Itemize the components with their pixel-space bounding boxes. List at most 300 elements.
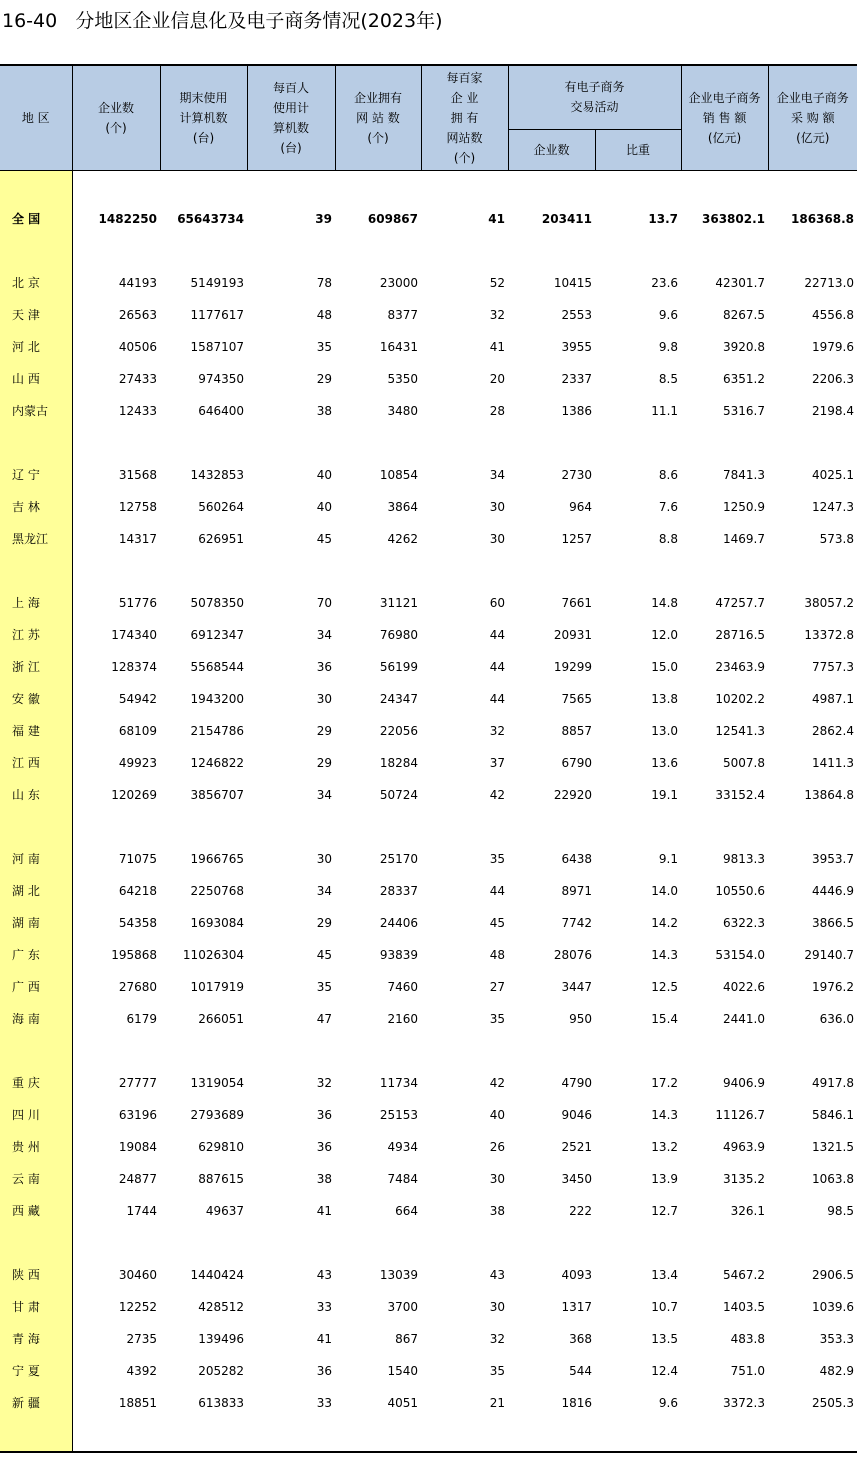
table-cell: 7.6 [658, 499, 679, 514]
table-cell: 11026304 [182, 947, 244, 962]
region-name: 福 建 [0, 715, 72, 747]
table-cell: 38 [316, 403, 332, 418]
table-cell: 1319054 [190, 1075, 244, 1090]
table-cell: 1177617 [190, 307, 244, 322]
region-name: 辽 宁 [0, 459, 72, 491]
table-cell: 1247.3 [812, 499, 855, 514]
table-cell: 13039 [379, 1267, 418, 1282]
table-cell: 2553 [561, 307, 592, 322]
table-row [0, 1387, 857, 1419]
table-cell: 65643734 [177, 211, 244, 226]
table-row [0, 363, 857, 395]
table-cell: 3700 [387, 1299, 418, 1314]
table-cell: 1246822 [190, 755, 244, 770]
table-cell: 12758 [118, 499, 157, 514]
region-name: 天 津 [0, 299, 72, 331]
table-cell: 12.4 [651, 1363, 679, 1378]
table-cell: 53154.0 [715, 947, 766, 962]
header-ec-count: 企业数 [508, 129, 595, 170]
table-cell: 76980 [379, 627, 418, 642]
header-ec-share: 比重 [595, 129, 681, 170]
spacer-row [0, 427, 857, 459]
table-cell: 1966765 [190, 851, 244, 866]
table-cell: 626951 [198, 531, 244, 546]
table-cell: 24347 [379, 691, 418, 706]
table-cell: 30 [489, 531, 505, 546]
table-cell: 11.1 [651, 403, 679, 418]
region-name: 山 西 [0, 363, 72, 395]
table-cell: 20 [489, 371, 505, 386]
region-name: 浙 江 [0, 651, 72, 683]
table-cell: 32 [489, 307, 505, 322]
table-cell: 30 [316, 691, 332, 706]
table-cell: 54358 [118, 915, 157, 930]
table-cell: 48 [316, 307, 332, 322]
table-cell: 1250.9 [723, 499, 766, 514]
table-cell: 36 [316, 1107, 332, 1122]
spacer-row [0, 170, 857, 203]
table-cell: 12252 [118, 1299, 157, 1314]
table-cell: 5149193 [190, 275, 244, 290]
spacer-row [0, 811, 857, 843]
table-row [0, 1291, 857, 1323]
table-cell: 751.0 [730, 1363, 766, 1378]
table-cell: 8.5 [658, 371, 679, 386]
table-cell: 43 [316, 1267, 332, 1282]
table-cell: 573.8 [819, 531, 855, 546]
table-cell: 13.6 [651, 755, 679, 770]
table-cell: 2735 [126, 1331, 157, 1346]
region-name: 安 徽 [0, 683, 72, 715]
header-sales: 企业电子商务 销 售 额 (亿元) [681, 65, 768, 170]
table-cell: 203411 [541, 211, 592, 226]
spacer-row [0, 555, 857, 587]
region-name: 西 藏 [0, 1195, 72, 1227]
table-cell: 20931 [553, 627, 592, 642]
table-cell: 15.4 [651, 1011, 679, 1026]
table-cell: 186368.8 [791, 211, 855, 226]
spacer-row [0, 235, 857, 267]
table-cell: 12.5 [651, 979, 679, 994]
table-cell: 25153 [379, 1107, 418, 1122]
table-cell: 42 [489, 787, 505, 802]
table-cell: 54942 [118, 691, 157, 706]
table-cell: 45 [316, 531, 332, 546]
region-name: 江 苏 [0, 619, 72, 651]
table-cell: 867 [395, 1331, 418, 1346]
table-cell: 3480 [387, 403, 418, 418]
table-body [0, 170, 857, 1452]
table-row [0, 843, 857, 875]
table-cell: 24406 [379, 915, 418, 930]
header-websites: 企业拥有 网 站 数 (个) [335, 65, 421, 170]
table-cell: 8857 [561, 723, 592, 738]
table-cell: 23463.9 [715, 659, 766, 674]
table-row [0, 651, 857, 683]
table-row [0, 1259, 857, 1291]
region-name: 贵 州 [0, 1131, 72, 1163]
table-cell: 45 [316, 947, 332, 962]
table-cell: 70 [316, 595, 332, 610]
table-row [0, 1003, 857, 1035]
table-cell: 17.2 [651, 1075, 679, 1090]
table-row [0, 715, 857, 747]
table-cell: 35 [489, 851, 505, 866]
table-row [0, 1099, 857, 1131]
table-cell: 1063.8 [812, 1171, 855, 1186]
table-cell: 52 [489, 275, 505, 290]
table-cell: 1432853 [190, 467, 244, 482]
region-name: 内蒙古 [0, 395, 72, 427]
table-cell: 44 [489, 659, 505, 674]
table-cell: 22713.0 [804, 275, 855, 290]
table-cell: 5846.1 [812, 1107, 855, 1122]
region-name: 云 南 [0, 1163, 72, 1195]
table-cell: 28716.5 [715, 627, 766, 642]
table-row [0, 875, 857, 907]
table-cell: 7460 [387, 979, 418, 994]
table-cell: 24877 [118, 1171, 157, 1186]
table-cell: 6790 [561, 755, 592, 770]
table-cell: 1587107 [190, 339, 244, 354]
table-cell: 29 [316, 755, 332, 770]
table-cell: 36 [316, 1139, 332, 1154]
table-row [0, 779, 857, 811]
table-cell: 2730 [561, 467, 592, 482]
table-cell: 34 [489, 467, 505, 482]
table-cell: 9046 [561, 1107, 592, 1122]
table-cell: 11734 [379, 1075, 418, 1090]
table-cell: 353.3 [819, 1331, 855, 1346]
table-cell: 27680 [118, 979, 157, 994]
table-cell: 629810 [198, 1139, 244, 1154]
region-name: 新 疆 [0, 1387, 72, 1419]
spacer-row [0, 1419, 857, 1452]
table-cell: 41 [316, 1203, 332, 1218]
table-cell: 29140.7 [804, 947, 855, 962]
region-name: 陕 西 [0, 1259, 72, 1291]
table-row [0, 395, 857, 427]
table-row [0, 1067, 857, 1099]
table-cell: 9.1 [658, 851, 679, 866]
table-cell: 4051 [387, 1395, 418, 1410]
table-row [0, 619, 857, 651]
table-cell: 326.1 [730, 1203, 766, 1218]
table-cell: 47 [316, 1011, 332, 1026]
table-cell: 21 [489, 1395, 505, 1410]
table-cell: 3920.8 [723, 339, 766, 354]
header-computers: 期末使用 计算机数 (台) [160, 65, 247, 170]
table-row [0, 1323, 857, 1355]
table-cell: 22056 [379, 723, 418, 738]
table-cell: 1411.3 [812, 755, 855, 770]
table-cell: 34 [316, 883, 332, 898]
table-cell: 10854 [379, 467, 418, 482]
data-table-container [0, 64, 857, 1453]
data-table [0, 64, 857, 1453]
table-cell: 2154786 [190, 723, 244, 738]
table-cell: 4987.1 [812, 691, 855, 706]
table-cell: 10202.2 [715, 691, 766, 706]
table-cell: 8.8 [658, 531, 679, 546]
table-cell: 1693084 [190, 915, 244, 930]
table-cell: 1317 [561, 1299, 592, 1314]
table-cell: 6322.3 [723, 915, 766, 930]
table-cell: 6179 [126, 1011, 157, 1026]
table-cell: 47257.7 [715, 595, 766, 610]
table-row [0, 907, 857, 939]
table-cell: 31568 [118, 467, 157, 482]
table-cell: 4556.8 [812, 307, 855, 322]
table-cell: 1540 [387, 1363, 418, 1378]
table-cell: 4025.1 [812, 467, 855, 482]
table-cell: 2337 [561, 371, 592, 386]
table-row [0, 1131, 857, 1163]
table-cell: 9.6 [658, 307, 679, 322]
region-name: 广 东 [0, 939, 72, 971]
table-cell: 23000 [379, 275, 418, 290]
page-title: 16-40 分地区企业信息化及电子商务情况(2023年) [2, 10, 443, 32]
table-cell: 2505.3 [812, 1395, 855, 1410]
table-cell: 14.0 [651, 883, 679, 898]
table-cell: 4790 [561, 1075, 592, 1090]
table-cell: 964 [569, 499, 592, 514]
table-cell: 1017919 [190, 979, 244, 994]
table-cell: 35 [489, 1363, 505, 1378]
table-cell: 6912347 [190, 627, 244, 642]
table-cell: 44 [489, 691, 505, 706]
table-cell: 13.8 [651, 691, 679, 706]
table-cell: 35 [316, 979, 332, 994]
table-cell: 15.0 [651, 659, 679, 674]
table-cell: 37 [489, 755, 505, 770]
table-cell: 3866.5 [812, 915, 855, 930]
table-cell: 34 [316, 787, 332, 802]
table-cell: 18284 [379, 755, 418, 770]
table-cell: 13.0 [651, 723, 679, 738]
table-cell: 19.1 [651, 787, 679, 802]
table-cell: 16431 [379, 339, 418, 354]
table-cell: 3135.2 [723, 1171, 766, 1186]
table-cell: 1979.6 [812, 339, 855, 354]
table-cell: 1257 [561, 531, 592, 546]
table-cell: 544 [569, 1363, 592, 1378]
table-cell: 49923 [118, 755, 157, 770]
table-cell: 28337 [379, 883, 418, 898]
table-cell: 44 [489, 883, 505, 898]
table-cell: 646400 [198, 403, 244, 418]
table-cell: 10415 [553, 275, 592, 290]
table-cell: 9.6 [658, 1395, 679, 1410]
table-cell: 5568544 [190, 659, 244, 674]
table-cell: 28076 [553, 947, 592, 962]
table-cell: 40 [316, 499, 332, 514]
table-cell: 32 [316, 1075, 332, 1090]
region-name: 上 海 [0, 587, 72, 619]
region-name: 黑龙江 [0, 523, 72, 555]
table-cell: 38057.2 [804, 595, 855, 610]
table-cell: 1744 [126, 1203, 157, 1218]
table-cell: 3450 [561, 1171, 592, 1186]
table-row [0, 299, 857, 331]
table-cell: 34 [316, 627, 332, 642]
table-cell: 3864 [387, 499, 418, 514]
table-cell: 1386 [561, 403, 592, 418]
table-cell: 30 [489, 1299, 505, 1314]
region-name: 湖 北 [0, 875, 72, 907]
table-cell: 40 [316, 467, 332, 482]
table-cell: 48 [489, 947, 505, 962]
table-cell: 30 [316, 851, 332, 866]
table-row [0, 491, 857, 523]
table-cell: 2441.0 [723, 1011, 766, 1026]
table-cell: 9813.3 [723, 851, 766, 866]
spacer-row [0, 1227, 857, 1259]
table-cell: 613833 [198, 1395, 244, 1410]
table-cell: 560264 [198, 499, 244, 514]
table-cell: 13.5 [651, 1331, 679, 1346]
region-name: 四 川 [0, 1099, 72, 1131]
table-cell: 195868 [111, 947, 157, 962]
table-cell: 13864.8 [804, 787, 855, 802]
table-cell: 4392 [126, 1363, 157, 1378]
table-cell: 27 [489, 979, 505, 994]
table-cell: 28 [489, 403, 505, 418]
table-row [0, 203, 857, 235]
header-purchase: 企业电子商务 采 购 额 (亿元) [768, 65, 857, 170]
table-cell: 950 [569, 1011, 592, 1026]
table-cell: 4917.8 [812, 1075, 855, 1090]
table-cell: 2906.5 [812, 1267, 855, 1282]
table-cell: 31121 [379, 595, 418, 610]
spacer-row [0, 1035, 857, 1067]
table-header [0, 65, 857, 170]
region-name: 湖 南 [0, 907, 72, 939]
table-cell: 4093 [561, 1267, 592, 1282]
table-cell: 10550.6 [715, 883, 766, 898]
table-cell: 64218 [118, 883, 157, 898]
table-row [0, 459, 857, 491]
table-cell: 19299 [553, 659, 592, 674]
table-cell: 609867 [367, 211, 418, 226]
table-cell: 2250768 [190, 883, 244, 898]
header-web-per-hundred: 每百家 企 业 拥 有 网站数 (个) [421, 65, 508, 170]
table-cell: 11126.7 [715, 1107, 766, 1122]
table-cell: 368 [569, 1331, 592, 1346]
table-cell: 78 [316, 275, 332, 290]
table-cell: 33 [316, 1299, 332, 1314]
table-cell: 18851 [118, 1395, 157, 1410]
table-row [0, 1355, 857, 1387]
table-cell: 19084 [118, 1139, 157, 1154]
table-cell: 120269 [111, 787, 157, 802]
table-cell: 6351.2 [723, 371, 766, 386]
table-cell: 49637 [205, 1203, 244, 1218]
table-cell: 71075 [118, 851, 157, 866]
table-row [0, 587, 857, 619]
table-cell: 68109 [118, 723, 157, 738]
table-cell: 43 [489, 1267, 505, 1282]
table-cell: 33 [316, 1395, 332, 1410]
table-cell: 5078350 [190, 595, 244, 610]
table-cell: 1321.5 [812, 1139, 855, 1154]
region-name: 宁 夏 [0, 1355, 72, 1387]
table-cell: 2862.4 [812, 723, 855, 738]
region-name: 河 南 [0, 843, 72, 875]
table-cell: 98.5 [827, 1203, 855, 1218]
table-cell: 4022.6 [723, 979, 766, 994]
table-cell: 7661 [561, 595, 592, 610]
table-cell: 9.8 [658, 339, 679, 354]
table-cell: 2793689 [190, 1107, 244, 1122]
table-cell: 3955 [561, 339, 592, 354]
table-cell: 40 [489, 1107, 505, 1122]
table-cell: 13.4 [651, 1267, 679, 1282]
table-row [0, 523, 857, 555]
header-region: 地 区 [0, 65, 72, 170]
table-cell: 4446.9 [812, 883, 855, 898]
table-cell: 7565 [561, 691, 592, 706]
table-cell: 428512 [198, 1299, 244, 1314]
table-cell: 6438 [561, 851, 592, 866]
table-cell: 3856707 [190, 787, 244, 802]
table-cell: 39 [315, 211, 332, 226]
table-cell: 139496 [198, 1331, 244, 1346]
table-cell: 1976.2 [812, 979, 855, 994]
table-cell: 44193 [118, 275, 157, 290]
table-cell: 30460 [118, 1267, 157, 1282]
table-cell: 13.2 [651, 1139, 679, 1154]
table-cell: 7742 [561, 915, 592, 930]
table-cell: 128374 [111, 659, 157, 674]
region-name: 广 西 [0, 971, 72, 1003]
table-cell: 23.6 [651, 275, 679, 290]
table-cell: 12.7 [651, 1203, 679, 1218]
table-cell: 8971 [561, 883, 592, 898]
table-cell: 41 [488, 211, 505, 226]
table-row [0, 747, 857, 779]
table-cell: 40506 [118, 339, 157, 354]
table-cell: 42301.7 [715, 275, 766, 290]
table-cell: 482.9 [819, 1363, 855, 1378]
table-row [0, 683, 857, 715]
region-name: 吉 林 [0, 491, 72, 523]
table-cell: 50724 [379, 787, 418, 802]
table-cell: 174340 [111, 627, 157, 642]
table-cell: 14.3 [651, 1107, 679, 1122]
table-row [0, 1163, 857, 1195]
table-row [0, 267, 857, 299]
table-cell: 3447 [561, 979, 592, 994]
table-cell: 29 [316, 723, 332, 738]
region-name: 青 海 [0, 1323, 72, 1355]
table-cell: 41 [316, 1331, 332, 1346]
table-cell: 29 [316, 915, 332, 930]
table-cell: 2160 [387, 1011, 418, 1026]
table-cell: 60 [489, 595, 505, 610]
table-cell: 30 [489, 1171, 505, 1186]
table-cell: 14317 [118, 531, 157, 546]
table-cell: 3953.7 [812, 851, 855, 866]
table-cell: 7484 [387, 1171, 418, 1186]
table-cell: 9406.9 [723, 1075, 766, 1090]
table-cell: 1403.5 [723, 1299, 766, 1314]
table-cell: 35 [316, 339, 332, 354]
table-cell: 26 [489, 1139, 505, 1154]
table-cell: 30 [489, 499, 505, 514]
header-enterprises: 企业数 (个) [72, 65, 160, 170]
region-name: 海 南 [0, 1003, 72, 1035]
